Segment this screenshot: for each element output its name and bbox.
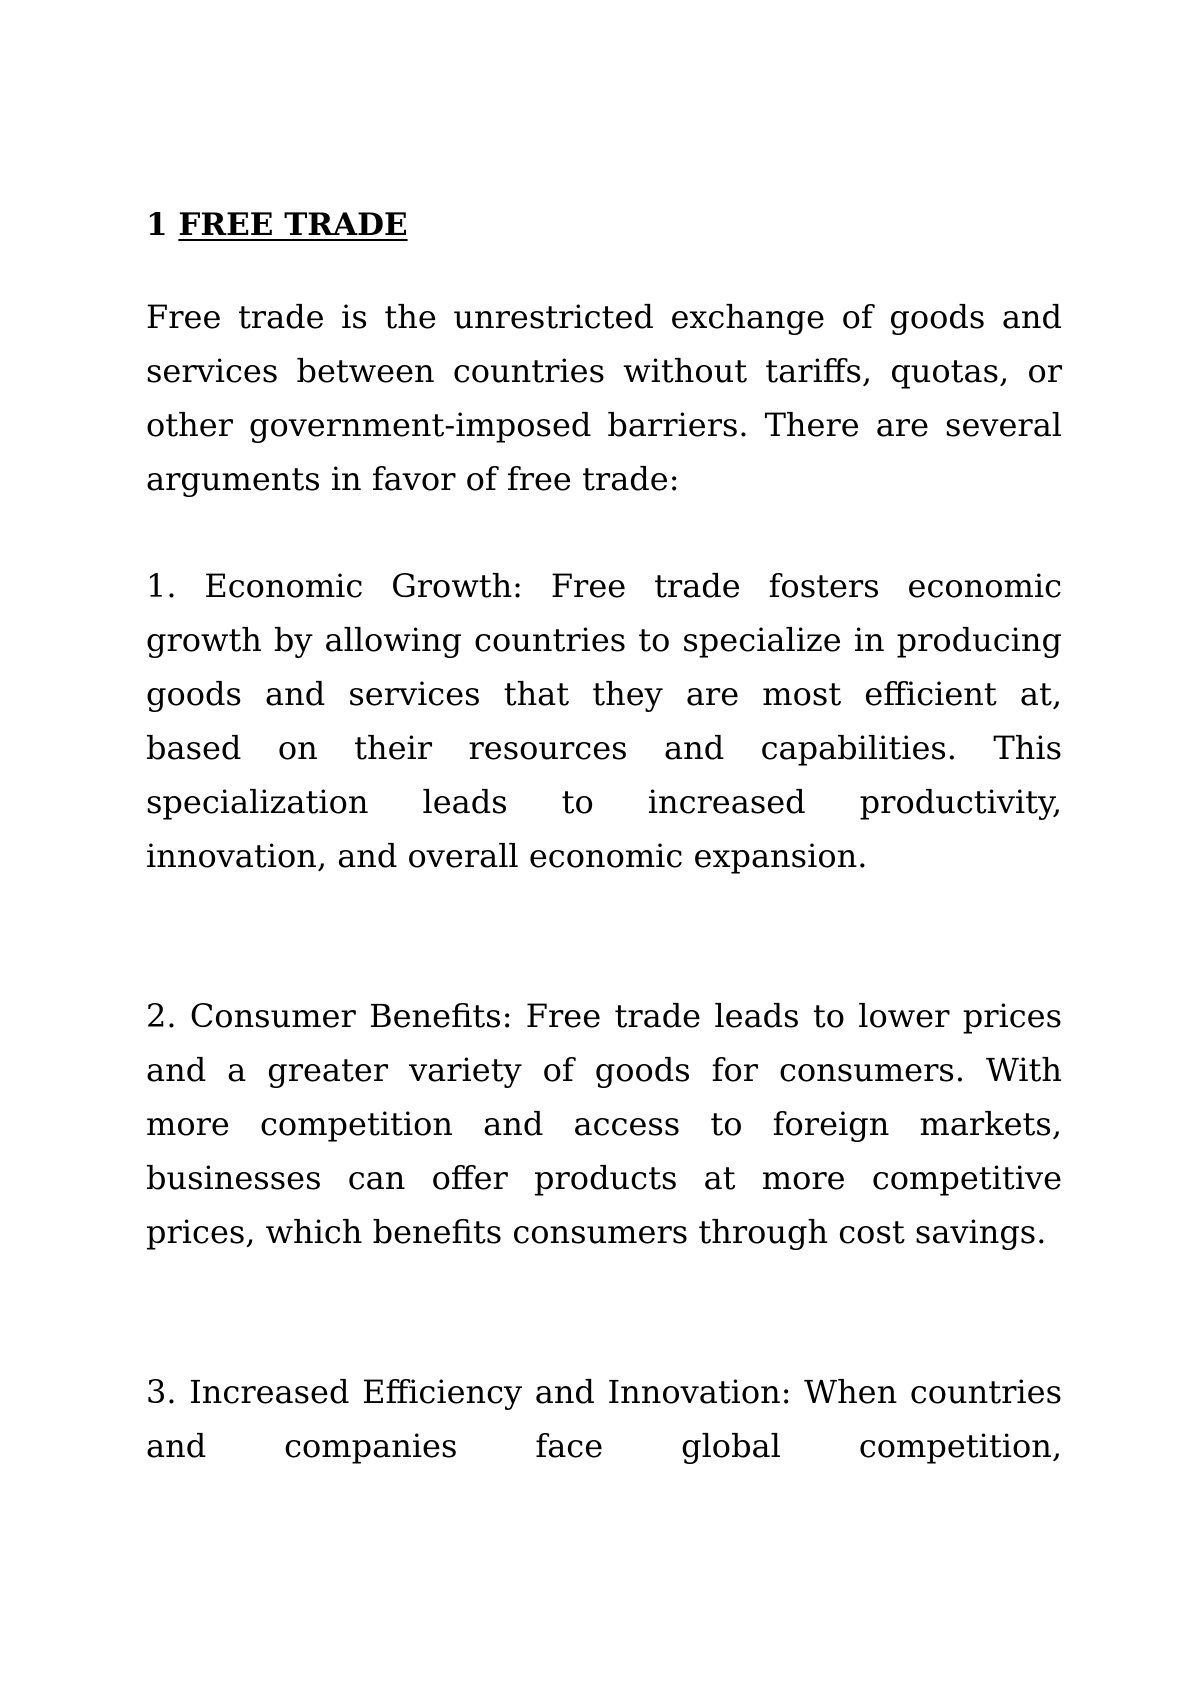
point-economic-growth: 1. Economic Growth: Free trade fosters economic growth by allowing countries to specialize in producing goods and services that they are most efficient at, based on their resources and capabilities. This specialization leads to increased productivity, innovation, and overall economic expansion. <box>146 567 1062 875</box>
point-efficiency-innovation: 3. Increased Efficiency and Innovation: When countries and companies face global competition, <box>146 1373 1062 1465</box>
intro-paragraph: Free trade is the unrestricted exchange of goods and services between countries without tariffs, quotas, or other government-imposed barriers. There are several arguments in favor of free trade: <box>146 298 1062 498</box>
section-heading <box>146 198 1062 252</box>
section-title: FREE TRADE <box>178 207 408 243</box>
point-consumer-benefits: 2. Consumer Benefits: Free trade leads to lower prices and a greater variety of goods for consumers. With more competition and access to foreign markets, businesses can offer products at more competitive prices, which benefits consumers through cost savings. <box>146 997 1062 1251</box>
document-body <box>146 198 1062 1473</box>
section-number: 1 <box>146 207 168 243</box>
